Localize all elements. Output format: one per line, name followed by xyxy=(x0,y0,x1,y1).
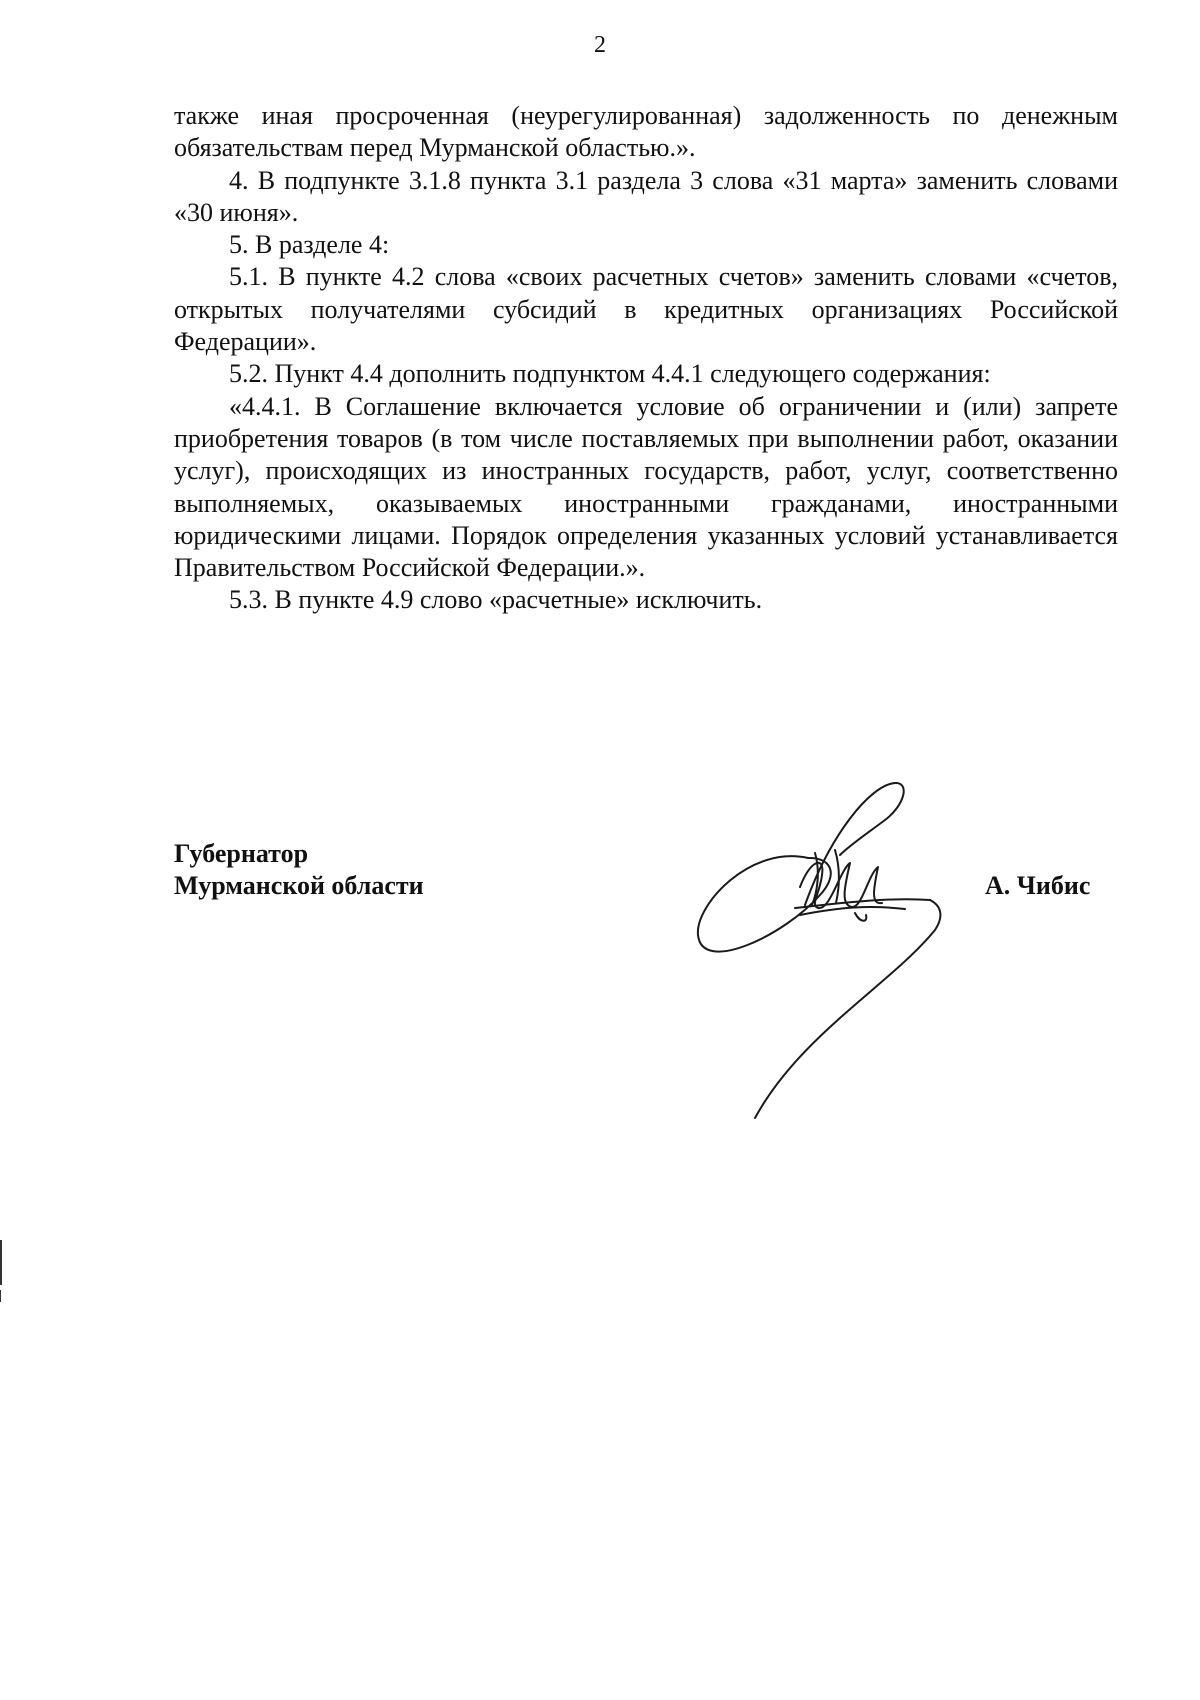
page-number: 2 xyxy=(594,32,606,58)
signatory-title-line1: Губернатор xyxy=(174,839,309,868)
handwritten-signature xyxy=(690,775,980,1125)
signatory-title-line2: Мурманской области xyxy=(174,871,424,900)
margin-scan-mark xyxy=(0,1240,2,1285)
signatory-title xyxy=(174,838,424,902)
paragraph-continuation: также иная просроченная (неурегулированная) задолженность по денежным обязательствам перед Мурманской областью.». xyxy=(174,101,1118,163)
paragraph-item-5-3: 5.3. В пункте 4.9 слово «расчетные» исключить. xyxy=(229,585,763,615)
paragraph-item-5: 5. В разделе 4: xyxy=(229,230,390,260)
margin-scan-mark xyxy=(0,1290,1,1302)
paragraph-item-5-1: 5.1. В пункте 4.2 слова «своих расчетных счетов» заменить словами «счетов, открытых получателями субсидий в кредитных организациях Российской Федерации». xyxy=(174,262,1118,357)
document-body xyxy=(174,100,1118,617)
paragraph-item-4: 4. В подпункте 3.1.8 пункта 3.1 раздела 3 слова «31 марта» заменить словами «30 июня». xyxy=(174,165,1118,227)
paragraph-item-4-4-1: «4.4.1. В Соглашение включается условие об ограничении и (или) запрете приобретения товаров (в том числе поставляемых при выполнении работ, оказании услуг), происходящих из иностранных государств, работ, услуг, соответственно выполняемых, оказываемых иностранными гражданами, иностранными юридическими лицами. Порядок определения указанных условий устанавливается Правительством Российской Федерации.». xyxy=(174,391,1118,583)
paragraph-item-5-2: 5.2. Пункт 4.4 дополнить подпунктом 4.4.1 следующего содержания: xyxy=(229,359,991,389)
signatory-name: А. Чибис xyxy=(985,871,1091,900)
